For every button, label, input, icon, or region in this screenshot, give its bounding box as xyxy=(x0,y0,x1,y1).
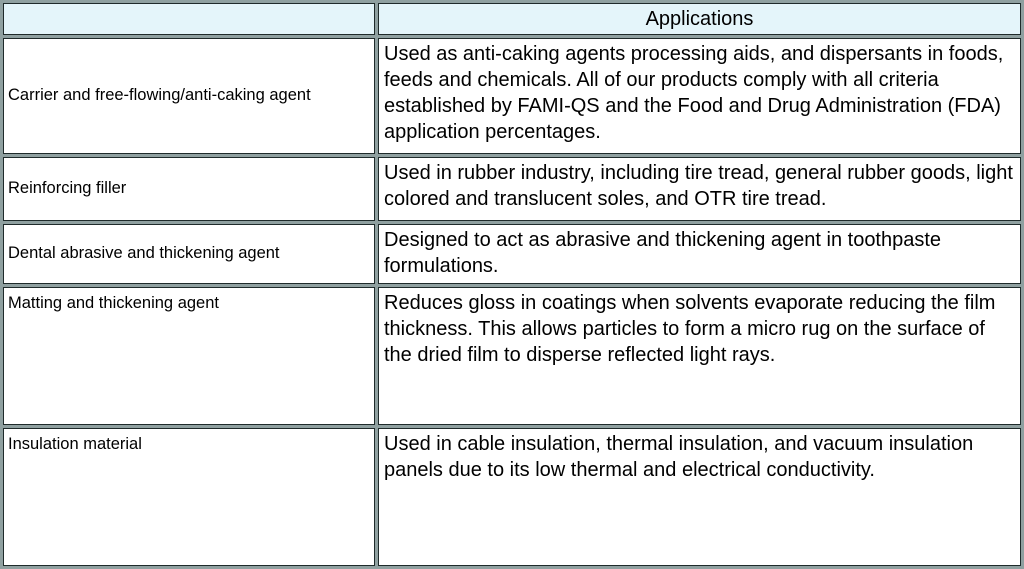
row-label: Matting and thickening agent xyxy=(3,287,375,425)
row-label: Carrier and free-flowing/anti-caking agent xyxy=(3,38,375,154)
header-row xyxy=(3,3,1021,35)
table-row xyxy=(3,157,1021,221)
row-description: Used as anti-caking agents processing aids, and dispersants in foods, feeds and chemicals. All of our products comply with all criteria established by FAMI-QS and the Food and Drug Administration (FDA) application percentages. xyxy=(378,38,1021,154)
header-cell-applications: Applications xyxy=(378,3,1021,35)
table-row xyxy=(3,287,1021,425)
row-label: Reinforcing filler xyxy=(3,157,375,221)
row-description: Used in rubber industry, including tire tread, general rubber goods, light colored and translucent soles, and OTR tire tread. xyxy=(378,157,1021,221)
row-description: Used in cable insulation, thermal insulation, and vacuum insulation panels due to its low thermal and electrical conductivity. xyxy=(378,428,1021,566)
row-description: Reduces gloss in coatings when solvents evaporate reducing the film thickness. This allows particles to form a micro rug on the surface of the dried film to disperse reflected light rays. xyxy=(378,287,1021,425)
table-row xyxy=(3,428,1021,566)
row-label: Dental abrasive and thickening agent xyxy=(3,224,375,284)
table-row xyxy=(3,224,1021,284)
table-row xyxy=(3,38,1021,154)
row-description: Designed to act as abrasive and thickening agent in toothpaste formulations. xyxy=(378,224,1021,284)
header-cell-blank xyxy=(3,3,375,35)
row-label: Insulation material xyxy=(3,428,375,566)
